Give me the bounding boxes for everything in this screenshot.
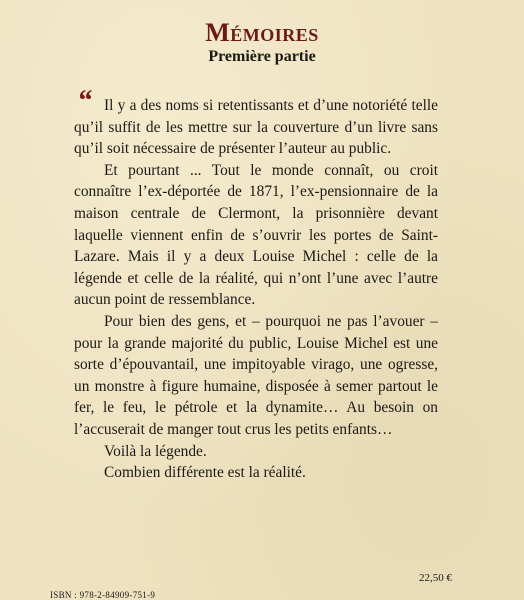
title-initial: M — [205, 18, 231, 47]
page-title — [0, 18, 524, 48]
isbn-label: ISBN : 978-2-84909-751-9 — [50, 590, 156, 600]
paragraph-3: Pour bien des gens, et – pourquoi ne pas l’avouer – pour la grande majorité du public, Louise Michel est une sorte d’épouvantail, une impitoyable virago, une ogresse, un monstre à figure humaine, disposée à semer partout le fer, le feu, le pétrole et la dynamite… Au besoin on l’accuserait de manger tout crus les petits enfants… — [74, 312, 438, 438]
paragraph-1: Il y a des noms si retentissants et d’une notoriété telle qu’il suffit de les mettre sur la couverture d’un livre sans qu’il soit nécessaire de présenter l’auteur au public. — [74, 97, 438, 158]
paragraph-5: Combien différente est la réalité. — [104, 464, 306, 482]
title-rest: ÉMOIRES — [230, 25, 319, 45]
opening-quote-mark: “ — [77, 84, 92, 117]
subtitle: Première partie — [208, 48, 316, 65]
price-label: 22,50 € — [419, 572, 452, 584]
blurb-text — [74, 95, 438, 484]
paragraph-4: Voilà la légende. — [104, 442, 207, 460]
paragraph-2: Et pourtant ... Tout le monde connaît, ou croit connaître l’ex-déportée de 1871, l’ex-pensionnaire de la maison centrale de Clermont, la prisonnière devant laquelle viennent enfin de s’ouvrir les portes de Saint-Lazare. Mais il y a deux Louise Michel : celle de la légende et celle de la réalité, qui n’ont l’une avec l’autre aucun point de ressemblance. — [74, 161, 438, 309]
